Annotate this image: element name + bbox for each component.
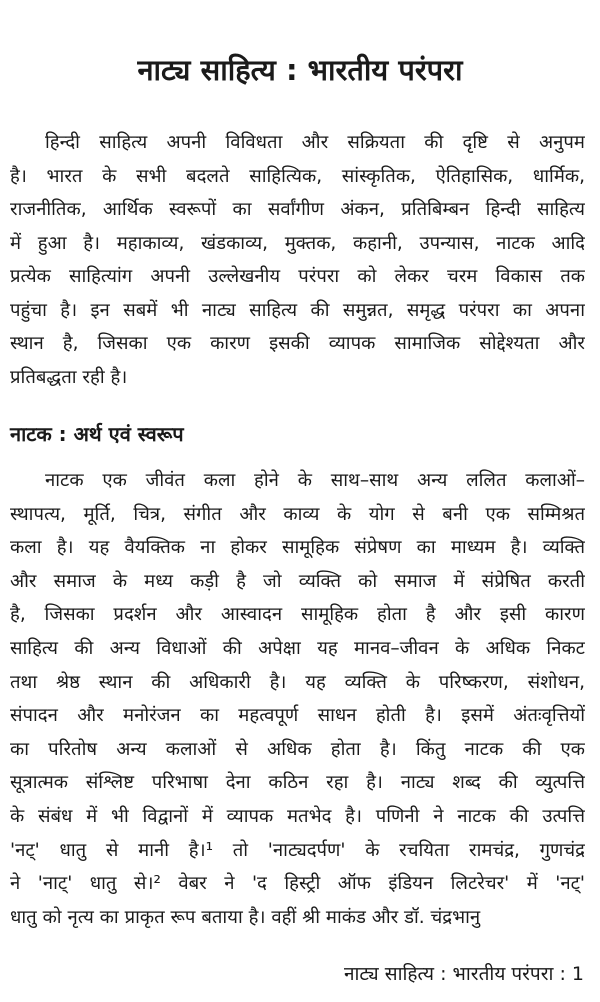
text-line: ने 'नाट्' धातु से।² वेबर ने 'द हिस्ट्री ऑफ इंडियन लिटरेचर' में 'नट्' [10, 873, 585, 895]
text-line: का परितोष अन्य कलाओं से अधिक होता है। किंतु नाटक की एक [10, 738, 585, 760]
text-line: स्थापत्य, मूर्ति, चित्र, संगीत और काव्य के योग से बनी एक सम्मिश्रत [10, 503, 585, 525]
text-line: है। भारत के सभी बदलते साहित्यिक, सांस्कृतिक, ऐतिहासिक, धार्मिक, [10, 165, 585, 187]
text-line: धातु को नृत्य का प्राकृत रूप बताया है। वहीं श्री माकंड और डॉ. चंद्रभानु [10, 906, 481, 928]
text-line: प्रत्येक साहित्यांग अपनी उल्लेखनीय परंपरा को लेकर चरम विकास तक [10, 266, 585, 287]
text-line: साहित्य की अन्य विधाओं की अपेक्षा यह मानव–जीवन के अधिक निकट [10, 638, 585, 659]
text-line: सूत्रात्मक संश्लिष्ट परिभाषा देना कठिन रहा है। नाट्य शब्द की व्युत्पत्ति [10, 772, 585, 794]
text-line: प्रतिबद्धता रही है। [10, 366, 128, 388]
text-line: पहुंचा है। इन सबमें भी नाट्य साहित्य की समुन्नत, समृद्ध परंपरा का अपना [10, 299, 585, 321]
text-line: तथा श्रेष्ठ स्थान की अधिकारी है। यह व्यक्ति के परिष्करण, संशोधन, [10, 671, 585, 693]
text-line: हिन्दी साहित्य अपनी विविधता और सक्रियता की दृष्टि से अनुपम [45, 132, 585, 153]
text-line: में हुआ है। महाकाव्य, खंडकाव्य, मुक्तक, कहानी, उपन्यास, नाटक आदि [10, 232, 585, 254]
text-line: नाटक एक जीवंत कला होने के साथ–साथ अन्य ललित कलाओं– [45, 470, 585, 491]
text-line: राजनीतिक, आर्थिक स्वरूपों का सर्वांगीण अंकन, प्रतिबिम्बन हिन्दी साहित्य [10, 199, 585, 220]
page-title: नाट्य साहित्य : भारतीय परंपरा [137, 53, 463, 87]
text-line: कला है। यह वैयक्तिक ना होकर सामूहिक संप्रेषण का माध्यम है। व्यक्ति [10, 537, 585, 559]
running-footer: नाट्य साहित्य : भारतीय परंपरा : 1 [343, 963, 584, 985]
section-heading: नाटक : अर्थ एवं स्वरूप [10, 422, 184, 446]
text-line: 'नट्' धातु से मानी है।¹ तो 'नाट्यदर्पण' के रचयिता रामचंद्र, गुणचंद्र [10, 839, 585, 861]
text-line: है, जिसका प्रदर्शन और आस्वादन सामूहिक होता है और इसी कारण [10, 604, 585, 626]
text-line: स्थान है, जिसका एक कारण इसकी व्यापक सामाजिक सोद्देश्यता और [10, 333, 585, 354]
text-line: और समाज के मध्य कड़ी है जो व्यक्ति को समाज में संप्रेषित करती [10, 570, 585, 592]
text-line: के संबंध में भी विद्वानों में व्यापक मतभेद है। पणिनी ने नाटक की उत्पत्ति [10, 806, 585, 827]
text-line: संपादन और मनोरंजन का महत्वपूर्ण साधन होती है। इसमें अंतःवृत्तियों [10, 705, 585, 727]
